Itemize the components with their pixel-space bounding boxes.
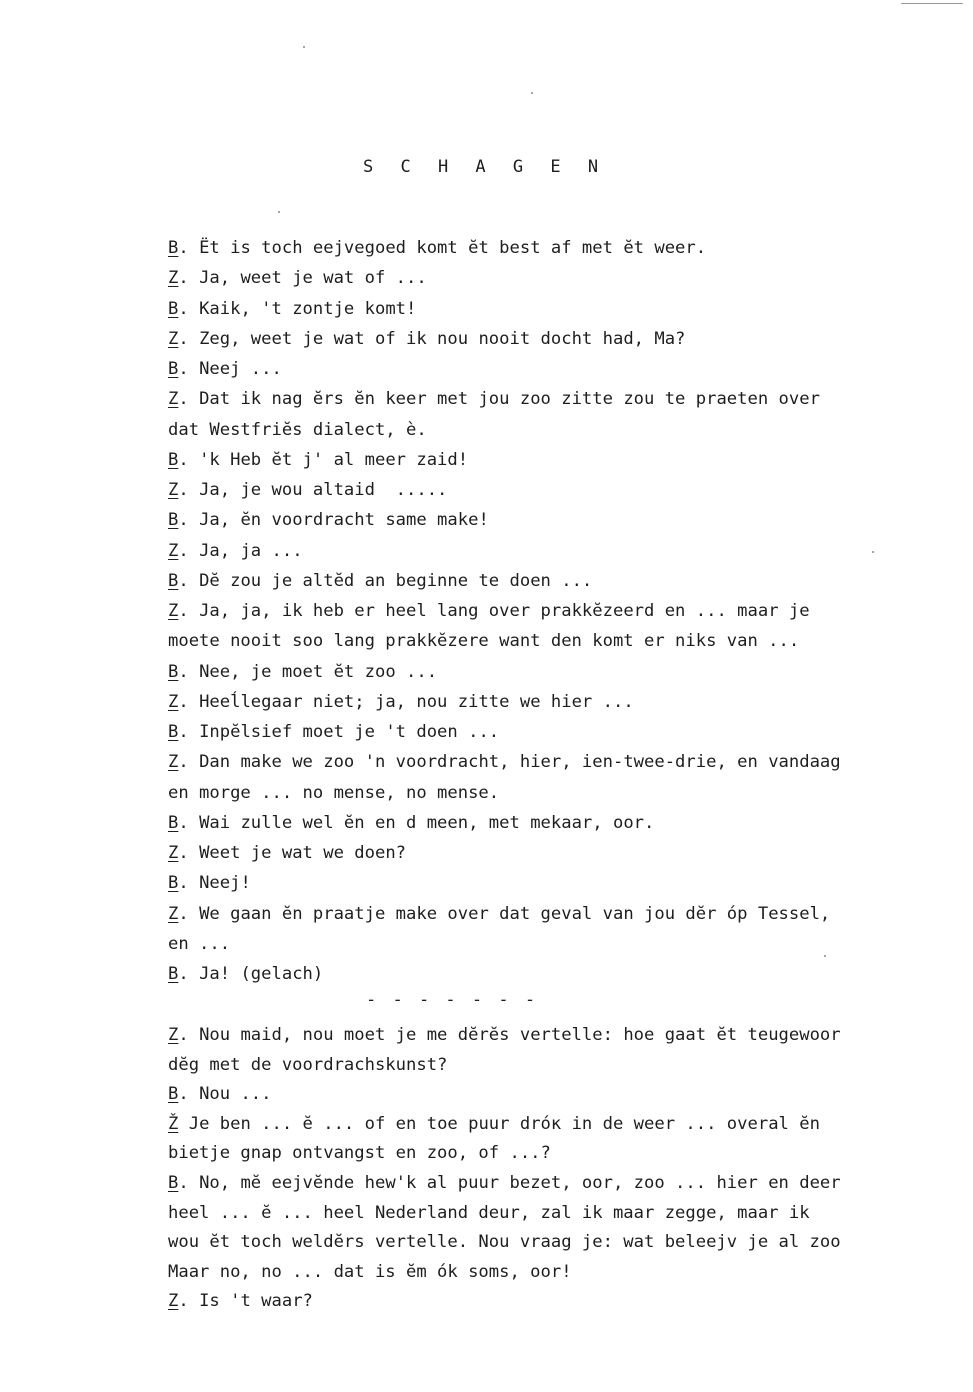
dialogue-line xyxy=(168,1199,968,1229)
dialogue-text: Dat ik nag ĕrs ĕn keer met jou zoo zitte zou te praeten over xyxy=(199,389,820,410)
dialogue-line xyxy=(168,384,968,414)
speaker-punct: . xyxy=(178,752,200,773)
speaker-label: Z xyxy=(168,691,179,712)
speaker-punct: . xyxy=(178,449,200,470)
dialogue-line xyxy=(168,445,968,475)
dialogue-line xyxy=(168,808,968,838)
speaker-label: Z xyxy=(168,1291,179,1312)
dialogue-line xyxy=(168,778,968,808)
speaker-label: B xyxy=(168,873,179,894)
speaker-punct: . xyxy=(178,661,200,682)
dialogue-text: Nou ... xyxy=(199,1084,272,1105)
dialogue-line xyxy=(168,657,968,687)
dialogue-text: wou ĕt toch weldĕrs vertelle. Nou vraag je: wat beleejv je al zoo xyxy=(168,1232,841,1253)
dialogue-line xyxy=(168,747,968,777)
dialogue-text: Nee, je moet ĕt zoo ... xyxy=(199,661,438,682)
dialogue-text: Dĕ zou je altĕd an beginne te doen ... xyxy=(199,570,593,591)
speaker-label: Z xyxy=(168,843,179,863)
speaker-label: B xyxy=(168,812,179,833)
dialogue-text: 'k Heb ĕt j' al meer zaid! xyxy=(199,449,469,470)
dialogue-line xyxy=(168,1051,968,1081)
dialogue-line xyxy=(168,566,968,596)
dialogue-line xyxy=(168,475,968,505)
dialogue-text: Ja, weet je wat of ... xyxy=(199,268,427,289)
dialogue-line xyxy=(168,263,968,293)
dialogue-text: Dan make we zoo 'n voordracht, hier, ien-twee-drie, en vandaag xyxy=(199,752,841,773)
dialogue-line xyxy=(168,324,968,354)
speaker-punct: . xyxy=(178,1084,200,1105)
speaker-label: Ž xyxy=(168,1113,179,1134)
speaker-label: Z xyxy=(168,328,179,349)
speaker-label: B xyxy=(168,722,179,742)
speaker-label: B xyxy=(168,510,179,531)
ink-speck xyxy=(303,46,305,48)
speaker-punct: . xyxy=(178,722,200,742)
dialogue-text: No, mĕ eejvĕnde hew'k al puur bezet, oor, zoo ... hier en deer xyxy=(199,1172,841,1193)
speaker-punct: . xyxy=(178,570,200,591)
speaker-punct: . xyxy=(178,359,200,379)
dialogue-line xyxy=(168,838,968,868)
speaker-punct: . xyxy=(178,328,200,349)
speaker-label: Z xyxy=(168,1025,179,1045)
dialogue-text: Ja, ja, ik heb er heel lang over prakkĕzeerd en ... maar je xyxy=(199,601,810,621)
speaker-punct: . xyxy=(178,1172,200,1193)
dialogue-line xyxy=(168,687,968,717)
dialogue-text: Kaik, 't zontje komt! xyxy=(199,298,417,319)
speaker-label: B xyxy=(168,661,179,682)
speaker-punct: . xyxy=(178,1291,200,1312)
dialogue-line xyxy=(168,536,968,566)
dialogue-section-2 xyxy=(168,1021,968,1317)
dialogue-text: heel ... ĕ ... heel Nederland deur, zal ik maar zegge, maar ik xyxy=(168,1202,810,1223)
dialogue-text: en morge ... no mense, no mense. xyxy=(168,782,500,803)
dialogue-text: Is 't waar? xyxy=(199,1291,313,1312)
dialogue-text: moete nooit soo lang prakkĕzere want den komt er niks van ... xyxy=(168,631,800,652)
dialogue-text: Wai zulle wel ĕn en d meen, met mekaar, oor. xyxy=(199,812,655,833)
speaker-punct: . xyxy=(178,843,200,863)
ink-speck xyxy=(278,211,280,213)
speaker-label: Z xyxy=(168,268,179,289)
speaker-punct: . xyxy=(178,812,200,833)
dialogue-line xyxy=(168,233,968,263)
dialogue-text: Ja, je wou altaid ..... xyxy=(199,480,448,500)
dialogue-line xyxy=(168,1287,968,1317)
dialogue-text: Maar no, no ... dat is ĕm ók soms, oor! xyxy=(168,1261,572,1282)
dialogue-text: Neej! xyxy=(199,873,251,894)
speaker-label: Z xyxy=(168,601,179,621)
dialogue-text: en ... xyxy=(168,933,231,954)
speaker-label: B xyxy=(168,298,179,319)
speaker-punct: . xyxy=(178,510,200,531)
dialogue-line xyxy=(168,354,968,384)
dialogue-text: Inpĕlsief moet je 't doen ... xyxy=(199,722,500,742)
dialogue-line xyxy=(168,717,968,747)
dialogue-text: Nou maid, nou moet je me dĕrĕs vertelle: hoe gaat ĕt teugewoor xyxy=(199,1025,841,1045)
dialogue-line xyxy=(168,1021,968,1051)
dialogue-line xyxy=(168,415,968,445)
dialogue-line xyxy=(168,596,968,626)
section-separator: - - - - - - - xyxy=(366,990,539,1010)
dialogue-line xyxy=(168,899,968,929)
dialogue-text: dat Westfriĕs dialect, è. xyxy=(168,419,427,440)
dialogue-line xyxy=(168,1228,968,1258)
speaker-punct: . xyxy=(178,1025,200,1045)
speaker-punct: . xyxy=(178,964,200,984)
speaker-label: B xyxy=(168,1084,179,1105)
dialogue-text: Ja! (gelach) xyxy=(199,964,324,984)
dialogue-text: dĕg met de voordrachskunst? xyxy=(168,1054,448,1075)
speaker-label: B xyxy=(168,570,179,591)
speaker-label: Z xyxy=(168,752,179,773)
dialogue-section-1 xyxy=(168,233,968,989)
page-title: S C H A G E N xyxy=(363,157,607,177)
dialogue-line xyxy=(168,1169,968,1199)
speaker-label: B xyxy=(168,964,179,984)
ink-speck xyxy=(531,92,533,94)
speaker-punct xyxy=(178,1114,188,1134)
speaker-label: Z xyxy=(168,480,179,500)
dialogue-line xyxy=(168,294,968,324)
speaker-punct: . xyxy=(178,601,200,621)
speaker-punct: . xyxy=(178,691,200,712)
speaker-label: B xyxy=(168,359,179,379)
speaker-punct: . xyxy=(178,480,200,500)
dialogue-line xyxy=(168,1139,968,1169)
dialogue-line xyxy=(168,929,968,959)
speaker-punct: . xyxy=(178,903,200,924)
dialogue-text: Ët is toch eejvegoed komt ĕt best af met ĕt weer. xyxy=(199,238,707,258)
speaker-punct: . xyxy=(178,389,200,410)
speaker-punct: . xyxy=(178,298,200,319)
top-rule xyxy=(901,3,963,4)
speaker-punct: . xyxy=(178,540,200,561)
dialogue-line xyxy=(168,1080,968,1110)
speaker-label: Z xyxy=(168,903,179,924)
speaker-label: Z xyxy=(168,389,179,410)
speaker-punct: . xyxy=(178,873,200,894)
speaker-label: B xyxy=(168,1172,179,1193)
dialogue-line xyxy=(168,959,968,989)
dialogue-text: Weet je wat we doen? xyxy=(199,843,407,863)
dialogue-text: Zeg, weet je wat of ik nou nooit docht had, Ma? xyxy=(199,328,686,349)
dialogue-text: Ja, ĕn voordracht same make! xyxy=(199,510,489,531)
speaker-label: B xyxy=(168,449,179,470)
dialogue-text: Je ben ... ĕ ... of en toe puur dróк in de weer ... overal ĕn xyxy=(188,1113,820,1134)
speaker-punct: . xyxy=(178,268,200,289)
speaker-punct: . xyxy=(178,238,200,258)
speaker-label: Z xyxy=(168,540,179,561)
dialogue-text: We gaan ĕn praatje make over dat geval van jou dĕr óp Tessel, xyxy=(199,903,831,924)
dialogue-text: Neej ... xyxy=(199,359,282,379)
dialogue-line xyxy=(168,868,968,898)
dialogue-line xyxy=(168,1258,968,1288)
dialogue-line xyxy=(168,1110,968,1140)
dialogue-text: Ja, ja ... xyxy=(199,540,303,561)
speaker-label: B xyxy=(168,238,179,258)
dialogue-line xyxy=(168,505,968,535)
dialogue-text: Heeĺlegaar niet; ja, nou zitte we hier ... xyxy=(199,691,634,712)
dialogue-line xyxy=(168,626,968,656)
dialogue-text: bietje gnap ontvangst en zoo, of ...? xyxy=(168,1143,551,1164)
